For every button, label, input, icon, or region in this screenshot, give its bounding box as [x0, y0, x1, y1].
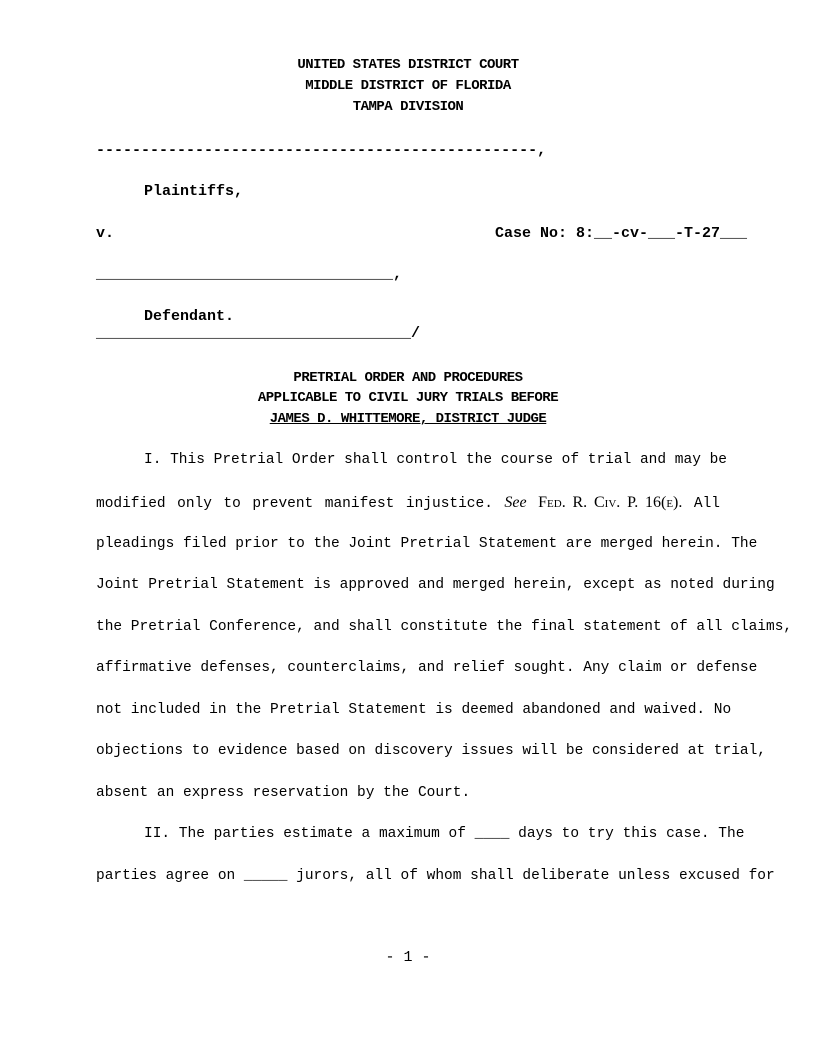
citation-signal: See — [504, 494, 527, 511]
paragraph-1-line-8: objections to evidence based on discovery issues will be considered at trial, — [96, 743, 767, 759]
order-title-line1: PRETRIAL ORDER AND PROCEDURES — [293, 370, 523, 386]
plaintiffs-label: Plaintiffs, — [144, 183, 244, 200]
page-number: - 1 - — [385, 949, 431, 966]
paragraph-1-line-6: affirmative defenses, counterclaims, and relief sought. Any claim or defense — [96, 660, 758, 676]
versus-label: v. — [96, 225, 115, 242]
paragraph-1-line-1: I. This Pretrial Order shall control the course of trial and may be — [144, 452, 727, 468]
order-title-line3 — [0, 411, 816, 427]
court-name: UNITED STATES DISTRICT COURT — [297, 57, 519, 73]
paragraph-2-line-2: parties agree on _____ jurors, all of whom shall deliberate unless excused for — [96, 868, 775, 884]
paragraph-1-line-3: pleadings filed prior to the Joint Pretrial Statement are merged herein. The — [96, 536, 758, 552]
paragraph-1-line-9: absent an express reservation by the Court. — [96, 785, 471, 801]
rule-citation: Fed. R. Civ. P. 16(e). — [538, 494, 683, 511]
paragraph-1-line-7: not included in the Pretrial Statement is deemed abandoned and waived. No — [96, 702, 732, 718]
caption-closing-line: ___________________________________/ — [96, 325, 421, 342]
defendant-name-blank: _________________________________, — [96, 266, 403, 283]
order-title-line2: APPLICABLE TO CIVIL JURY TRIALS BEFORE — [257, 390, 559, 406]
paragraph-1-line-5: the Pretrial Conference, and shall constitute the final statement of all claims, — [96, 619, 793, 635]
court-district: MIDDLE DISTRICT OF FLORIDA — [305, 78, 511, 94]
paragraph-1-line-4: Joint Pretrial Statement is approved and merged herein, except as noted during — [96, 577, 775, 593]
plaintiff-name-blank: -------------------------------------------------, — [96, 142, 547, 159]
defendant-label: Defendant. — [144, 308, 235, 325]
court-division: TAMPA DIVISION — [352, 99, 464, 115]
judge-name: JAMES D. WHITTEMORE, DISTRICT JUDGE — [269, 411, 547, 427]
case-number: Case No: 8:__-cv-___-T-27___ — [495, 225, 748, 242]
paragraph-2-line-1: II. The parties estimate a maximum of ____ days to try this case. The — [144, 826, 745, 842]
paragraph-1-line-2: modified only to prevent manifest injustice. See Fed. R. Civ. P. 16(e). All — [96, 494, 721, 512]
